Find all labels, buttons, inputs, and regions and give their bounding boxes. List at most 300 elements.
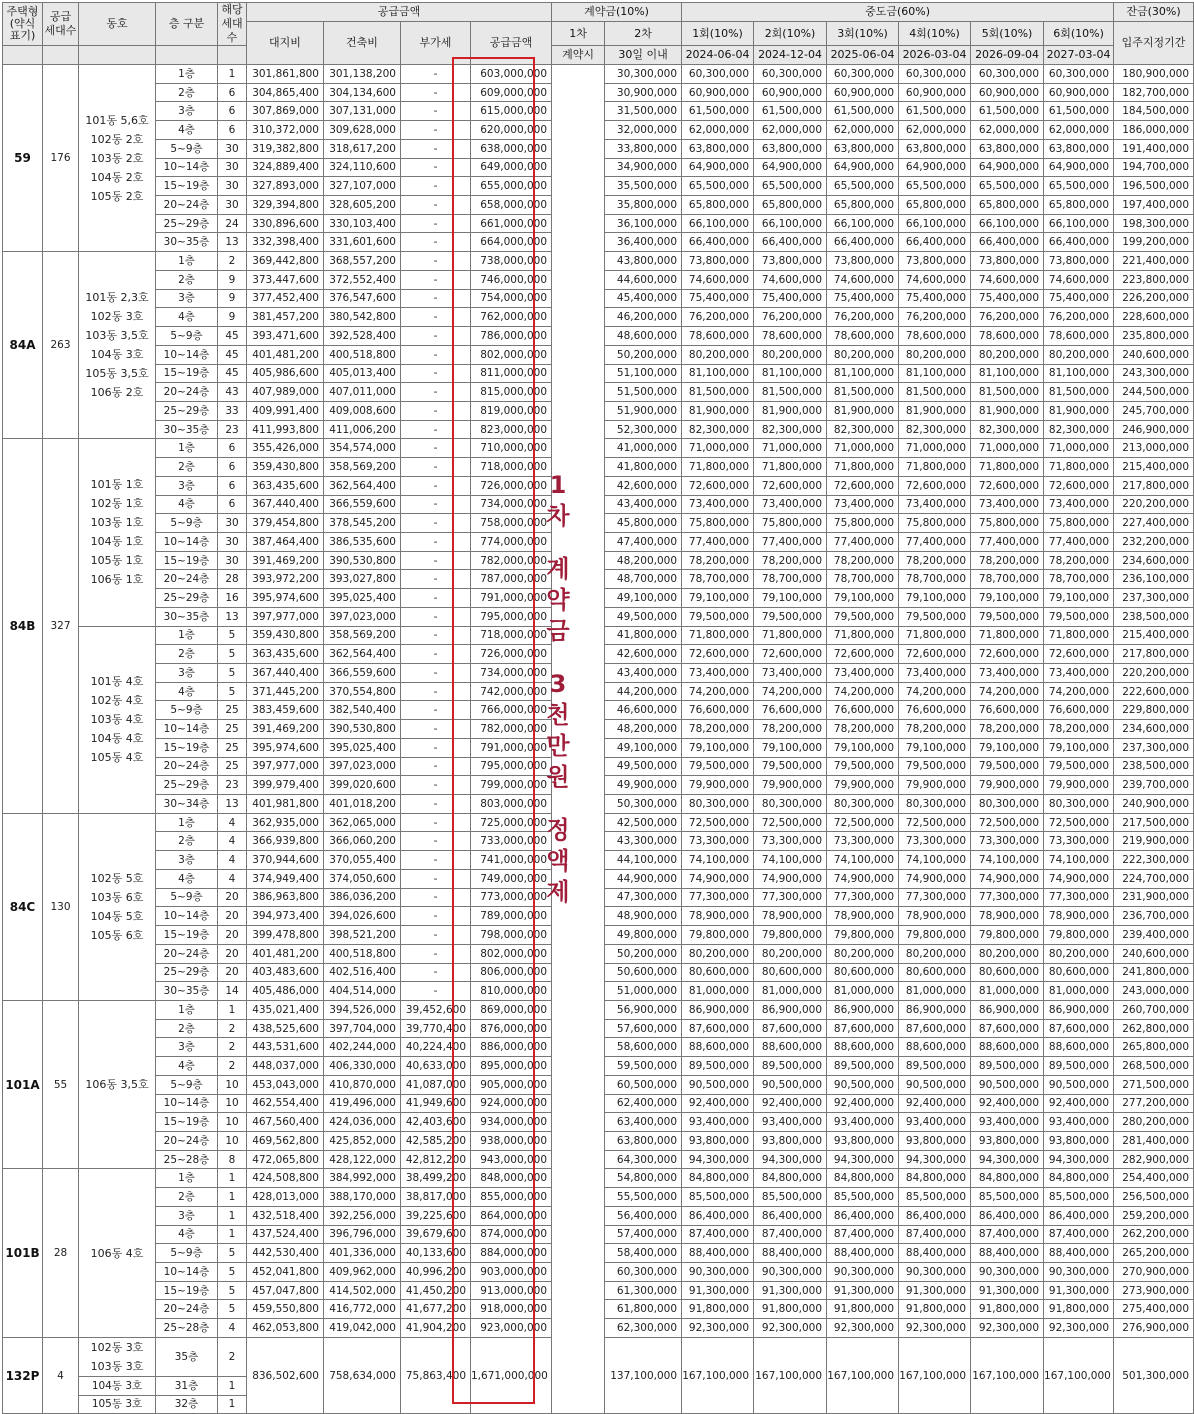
middle-payment: 75,400,000 <box>754 289 827 308</box>
middle-payment: 76,200,000 <box>754 308 827 327</box>
balance-payment: 226,200,000 <box>1114 289 1194 308</box>
middle-payment: 78,200,000 <box>1044 720 1114 739</box>
vat: - <box>401 776 471 795</box>
middle-payment: 77,400,000 <box>971 532 1044 551</box>
unit-count: 4 <box>218 832 247 851</box>
balance-payment: 221,400,000 <box>1114 252 1194 271</box>
middle-payment: 91,800,000 <box>899 1300 971 1319</box>
note-char: 원 <box>546 763 570 791</box>
unit-count: 5 <box>218 626 247 645</box>
middle-payment: 75,400,000 <box>1044 289 1114 308</box>
balance-payment: 217,800,000 <box>1114 476 1194 495</box>
vat: - <box>401 383 471 402</box>
header-m6-date: 2027-03-04 <box>1044 46 1114 65</box>
unit-count: 5 <box>218 645 247 664</box>
floor-range: 3층 <box>156 851 218 870</box>
balance-payment: 234,600,000 <box>1114 720 1194 739</box>
unit-count: 20 <box>218 907 247 926</box>
unit-count: 4 <box>218 1319 247 1338</box>
floor-range: 4층 <box>156 682 218 701</box>
middle-payment: 71,800,000 <box>827 626 899 645</box>
balance-payment: 243,000,000 <box>1114 982 1194 1001</box>
middle-payment: 92,400,000 <box>971 1094 1044 1113</box>
middle-payment: 65,500,000 <box>754 177 827 196</box>
land-price: 362,935,000 <box>247 813 324 832</box>
middle-payment: 74,900,000 <box>827 869 899 888</box>
middle-payment: 79,900,000 <box>827 776 899 795</box>
vat: 42,403,600 <box>401 1113 471 1132</box>
header-m3-date: 2025-06-04 <box>827 46 899 65</box>
middle-payment: 79,100,000 <box>682 589 754 608</box>
vat: - <box>401 757 471 776</box>
middle-payment: 71,000,000 <box>827 439 899 458</box>
building-price: 368,557,200 <box>324 252 401 271</box>
contract-second: 49,900,000 <box>605 776 682 795</box>
middle-payment: 73,400,000 <box>827 495 899 514</box>
balance-payment: 238,500,000 <box>1114 607 1194 626</box>
balance-payment: 236,700,000 <box>1114 907 1194 926</box>
middle-payment: 60,300,000 <box>899 65 971 84</box>
land-price: 329,394,800 <box>247 196 324 215</box>
balance-payment: 282,900,000 <box>1114 1150 1194 1169</box>
vat: - <box>401 270 471 289</box>
balance-payment: 220,200,000 <box>1114 664 1194 683</box>
supply-price: 782,000,000 <box>471 551 552 570</box>
unit-count: 1 <box>218 1225 247 1244</box>
household-total: 327 <box>43 439 79 813</box>
header-c1-sub: 계약시 <box>552 46 605 65</box>
middle-payment: 88,400,000 <box>754 1244 827 1263</box>
middle-payment: 74,200,000 <box>827 682 899 701</box>
balance-payment: 235,800,000 <box>1114 327 1194 346</box>
header-type: 주택형 (약식 표기) <box>3 3 43 46</box>
middle-payment: 87,600,000 <box>971 1019 1044 1038</box>
unit-count: 5 <box>218 664 247 683</box>
header-empty-2 <box>43 46 79 65</box>
middle-payment: 81,100,000 <box>754 364 827 383</box>
supply-price: 815,000,000 <box>471 383 552 402</box>
middle-payment: 60,300,000 <box>971 65 1044 84</box>
middle-payment: 79,800,000 <box>899 926 971 945</box>
floor-range: 4층 <box>156 121 218 140</box>
balance-payment: 256,500,000 <box>1114 1188 1194 1207</box>
balance-payment: 241,800,000 <box>1114 963 1194 982</box>
vat: 39,679,600 <box>401 1225 471 1244</box>
floor-range: 20~24층 <box>156 944 218 963</box>
unit-count: 1 <box>218 1000 247 1019</box>
middle-payment: 91,800,000 <box>682 1300 754 1319</box>
middle-payment: 60,900,000 <box>754 83 827 102</box>
middle-payment: 92,300,000 <box>971 1319 1044 1338</box>
balance-payment: 262,800,000 <box>1114 1019 1194 1038</box>
middle-payment: 79,900,000 <box>971 776 1044 795</box>
balance-payment: 280,200,000 <box>1114 1113 1194 1132</box>
middle-payment: 75,400,000 <box>899 289 971 308</box>
unit-type: 101A <box>3 1000 43 1168</box>
unit-count: 4 <box>218 869 247 888</box>
middle-payment: 78,900,000 <box>971 907 1044 926</box>
dong-item: 105동 1호 <box>90 554 144 568</box>
contract-second: 51,000,000 <box>605 982 682 1001</box>
vat: 39,452,600 <box>401 1000 471 1019</box>
contract-second: 46,600,000 <box>605 701 682 720</box>
middle-payment: 77,300,000 <box>827 888 899 907</box>
middle-payment: 167,100,000 <box>754 1337 827 1413</box>
unit-count: 13 <box>218 233 247 252</box>
header-supply: 공급금액 <box>471 22 552 65</box>
unit-count: 43 <box>218 383 247 402</box>
middle-payment: 92,300,000 <box>754 1319 827 1338</box>
middle-payment: 79,500,000 <box>827 757 899 776</box>
vat: - <box>401 589 471 608</box>
land-price: 366,939,800 <box>247 832 324 851</box>
middle-payment: 85,500,000 <box>1044 1188 1114 1207</box>
middle-payment: 75,800,000 <box>682 514 754 533</box>
middle-payment: 66,400,000 <box>899 233 971 252</box>
middle-payment: 64,900,000 <box>827 158 899 177</box>
land-price: 363,435,600 <box>247 645 324 664</box>
building-price: 382,540,400 <box>324 701 401 720</box>
vat: 38,817,000 <box>401 1188 471 1207</box>
floor-range: 5~9층 <box>156 1075 218 1094</box>
building-price: 386,036,200 <box>324 888 401 907</box>
vat: - <box>401 514 471 533</box>
middle-payment: 76,600,000 <box>899 701 971 720</box>
supply-price: 802,000,000 <box>471 944 552 963</box>
balance-payment: 186,000,000 <box>1114 121 1194 140</box>
middle-payment: 60,300,000 <box>682 65 754 84</box>
vat: - <box>401 738 471 757</box>
building-price: 304,134,600 <box>324 83 401 102</box>
middle-payment: 81,500,000 <box>1044 383 1114 402</box>
vat: - <box>401 102 471 121</box>
middle-payment: 65,500,000 <box>899 177 971 196</box>
middle-payment: 61,500,000 <box>754 102 827 121</box>
land-price: 469,562,800 <box>247 1131 324 1150</box>
header-c1: 1차 <box>552 22 605 46</box>
middle-payment: 63,800,000 <box>682 139 754 158</box>
household-total: 263 <box>43 252 79 439</box>
vat: - <box>401 720 471 739</box>
unit-count: 33 <box>218 401 247 420</box>
household-total: 176 <box>43 65 79 252</box>
middle-payment: 80,600,000 <box>682 963 754 982</box>
middle-payment: 72,600,000 <box>1044 645 1114 664</box>
supply-price: 725,000,000 <box>471 813 552 832</box>
contract-second: 49,100,000 <box>605 589 682 608</box>
balance-payment: 243,300,000 <box>1114 364 1194 383</box>
unit-type: 84A <box>3 252 43 439</box>
land-price: 369,442,800 <box>247 252 324 271</box>
land-price: 330,896,600 <box>247 214 324 233</box>
supply-price: 603,000,000 <box>471 65 552 84</box>
middle-payment: 66,100,000 <box>971 214 1044 233</box>
middle-payment: 88,400,000 <box>971 1244 1044 1263</box>
contract-second: 50,300,000 <box>605 795 682 814</box>
middle-payment: 62,000,000 <box>754 121 827 140</box>
vat: - <box>401 65 471 84</box>
floor-range: 30~35층 <box>156 233 218 252</box>
unit-count: 30 <box>218 158 247 177</box>
contract-second: 44,900,000 <box>605 869 682 888</box>
middle-payment: 79,100,000 <box>754 738 827 757</box>
floor-range: 15~19층 <box>156 551 218 570</box>
building-price: 402,244,000 <box>324 1038 401 1057</box>
middle-payment: 79,500,000 <box>899 757 971 776</box>
middle-payment: 72,500,000 <box>1044 813 1114 832</box>
building-price: 410,870,000 <box>324 1075 401 1094</box>
contract-second: 54,800,000 <box>605 1169 682 1188</box>
contract-second: 36,100,000 <box>605 214 682 233</box>
floor-range: 25~29층 <box>156 589 218 608</box>
middle-payment: 79,100,000 <box>899 589 971 608</box>
middle-payment: 80,600,000 <box>827 963 899 982</box>
middle-payment: 81,500,000 <box>682 383 754 402</box>
contract-second: 61,300,000 <box>605 1281 682 1300</box>
middle-payment: 86,900,000 <box>682 1000 754 1019</box>
middle-payment: 81,500,000 <box>754 383 827 402</box>
middle-payment: 88,400,000 <box>1044 1244 1114 1263</box>
floor-range: 10~14층 <box>156 532 218 551</box>
middle-payment: 64,900,000 <box>971 158 1044 177</box>
middle-payment: 91,300,000 <box>899 1281 971 1300</box>
middle-payment: 78,600,000 <box>1044 327 1114 346</box>
middle-payment: 81,000,000 <box>827 982 899 1001</box>
middle-payment: 74,200,000 <box>1044 682 1114 701</box>
middle-payment: 78,200,000 <box>754 551 827 570</box>
building-price: 392,256,000 <box>324 1206 401 1225</box>
middle-payment: 76,200,000 <box>682 308 754 327</box>
middle-payment: 72,500,000 <box>827 813 899 832</box>
dong-item: 102동 1호 <box>90 497 144 511</box>
middle-payment: 80,300,000 <box>971 795 1044 814</box>
middle-payment: 71,000,000 <box>971 439 1044 458</box>
balance-payment: 217,500,000 <box>1114 813 1194 832</box>
land-price: 472,065,800 <box>247 1150 324 1169</box>
supply-price: 799,000,000 <box>471 776 552 795</box>
header-dong: 동호 <box>79 3 156 46</box>
middle-payment: 63,800,000 <box>971 139 1044 158</box>
vat: 39,225,600 <box>401 1206 471 1225</box>
vat: 41,450,200 <box>401 1281 471 1300</box>
middle-payment: 78,200,000 <box>1044 551 1114 570</box>
middle-payment: 92,400,000 <box>682 1094 754 1113</box>
land-price: 379,454,800 <box>247 514 324 533</box>
header-m2: 2회(10%) <box>754 22 827 46</box>
land-price: 394,973,400 <box>247 907 324 926</box>
middle-payment: 76,200,000 <box>971 308 1044 327</box>
floor-range: 15~19층 <box>156 926 218 945</box>
supply-price: 749,000,000 <box>471 869 552 888</box>
header-empty-5 <box>218 46 247 65</box>
middle-payment: 74,100,000 <box>682 851 754 870</box>
middle-payment: 78,600,000 <box>971 327 1044 346</box>
vat: - <box>401 607 471 626</box>
balance-payment: 198,300,000 <box>1114 214 1194 233</box>
building-price: 416,772,000 <box>324 1300 401 1319</box>
middle-payment: 81,000,000 <box>971 982 1044 1001</box>
middle-payment: 77,400,000 <box>827 532 899 551</box>
building-price: 390,530,800 <box>324 720 401 739</box>
contract-second: 49,800,000 <box>605 926 682 945</box>
middle-payment: 90,500,000 <box>899 1075 971 1094</box>
middle-payment: 93,400,000 <box>971 1113 1044 1132</box>
unit-count: 20 <box>218 944 247 963</box>
middle-payment: 87,600,000 <box>899 1019 971 1038</box>
middle-payment: 75,400,000 <box>971 289 1044 308</box>
vat: - <box>401 963 471 982</box>
middle-payment: 94,300,000 <box>754 1150 827 1169</box>
middle-payment: 93,400,000 <box>682 1113 754 1132</box>
middle-payment: 79,500,000 <box>754 607 827 626</box>
middle-payment: 80,300,000 <box>827 795 899 814</box>
supply-price: 774,000,000 <box>471 532 552 551</box>
land-price: 457,047,800 <box>247 1281 324 1300</box>
middle-payment: 87,400,000 <box>754 1225 827 1244</box>
dong-item: 103동 6호 <box>90 890 144 904</box>
middle-payment: 86,400,000 <box>754 1206 827 1225</box>
unit-count: 25 <box>218 720 247 739</box>
unit-count: 10 <box>218 1113 247 1132</box>
header-c2-sub: 30일 이내 <box>605 46 682 65</box>
unit-count: 13 <box>218 607 247 626</box>
land-price: 381,457,200 <box>247 308 324 327</box>
header-m5-date: 2026-09-04 <box>971 46 1044 65</box>
middle-payment: 91,800,000 <box>754 1300 827 1319</box>
header-households: 공급 세대수 <box>43 3 79 46</box>
middle-payment: 86,400,000 <box>827 1206 899 1225</box>
middle-payment: 73,300,000 <box>1044 832 1114 851</box>
middle-payment: 78,900,000 <box>1044 907 1114 926</box>
building-price: 758,634,000 <box>324 1337 401 1413</box>
balance-payment: 244,500,000 <box>1114 383 1194 402</box>
supply-price: 786,000,000 <box>471 327 552 346</box>
middle-payment: 74,100,000 <box>971 851 1044 870</box>
middle-payment: 63,800,000 <box>754 139 827 158</box>
land-price: 395,974,600 <box>247 589 324 608</box>
unit-type: 59 <box>3 65 43 252</box>
unit-count: 13 <box>218 795 247 814</box>
middle-payment: 79,100,000 <box>971 738 1044 757</box>
supply-price: 864,000,000 <box>471 1206 552 1225</box>
middle-payment: 66,100,000 <box>899 214 971 233</box>
vat: - <box>401 926 471 945</box>
building-price: 428,122,000 <box>324 1150 401 1169</box>
land-price: 386,963,800 <box>247 888 324 907</box>
middle-payment: 74,200,000 <box>754 682 827 701</box>
balance-payment: 237,300,000 <box>1114 738 1194 757</box>
middle-payment: 73,300,000 <box>682 832 754 851</box>
middle-payment: 90,500,000 <box>1044 1075 1114 1094</box>
contract-second: 58,400,000 <box>605 1244 682 1263</box>
table-row <box>3 65 1194 84</box>
land-price: 453,043,000 <box>247 1075 324 1094</box>
floor-range: 4층 <box>156 1225 218 1244</box>
middle-payment: 87,600,000 <box>1044 1019 1114 1038</box>
middle-payment: 76,600,000 <box>1044 701 1114 720</box>
middle-payment: 79,100,000 <box>1044 589 1114 608</box>
vat: - <box>401 196 471 215</box>
balance-payment: 268,500,000 <box>1114 1057 1194 1076</box>
middle-payment: 79,100,000 <box>827 738 899 757</box>
middle-payment: 80,200,000 <box>1044 944 1114 963</box>
vat: - <box>401 570 471 589</box>
middle-payment: 88,600,000 <box>754 1038 827 1057</box>
land-price: 443,531,600 <box>247 1038 324 1057</box>
middle-payment: 78,200,000 <box>899 720 971 739</box>
middle-payment: 78,200,000 <box>754 720 827 739</box>
supply-price: 742,000,000 <box>471 682 552 701</box>
dong-item: 104동 3호 <box>90 348 144 362</box>
building-price: 400,518,800 <box>324 944 401 963</box>
contract-second: 48,900,000 <box>605 907 682 926</box>
contract-second: 44,100,000 <box>605 851 682 870</box>
middle-payment: 85,500,000 <box>827 1188 899 1207</box>
middle-payment: 80,300,000 <box>754 795 827 814</box>
contract-second: 30,900,000 <box>605 83 682 102</box>
contract-second: 50,200,000 <box>605 345 682 364</box>
contract-second: 50,600,000 <box>605 963 682 982</box>
middle-payment: 65,800,000 <box>1044 196 1114 215</box>
middle-payment: 88,400,000 <box>682 1244 754 1263</box>
land-price: 307,869,000 <box>247 102 324 121</box>
contract-second: 43,300,000 <box>605 832 682 851</box>
middle-payment: 85,500,000 <box>899 1188 971 1207</box>
middle-payment: 72,500,000 <box>971 813 1044 832</box>
unit-count: 30 <box>218 514 247 533</box>
building-price: 395,025,400 <box>324 738 401 757</box>
header-m4-date: 2026-03-04 <box>899 46 971 65</box>
middle-payment: 86,900,000 <box>899 1000 971 1019</box>
middle-payment: 94,300,000 <box>682 1150 754 1169</box>
middle-payment: 75,800,000 <box>827 514 899 533</box>
middle-payment: 65,500,000 <box>827 177 899 196</box>
middle-payment: 79,800,000 <box>1044 926 1114 945</box>
middle-payment: 78,700,000 <box>827 570 899 589</box>
unit-count: 16 <box>218 589 247 608</box>
middle-payment: 71,800,000 <box>754 458 827 477</box>
middle-payment: 62,000,000 <box>827 121 899 140</box>
unit-count: 8 <box>218 1150 247 1169</box>
middle-payment: 88,600,000 <box>899 1038 971 1057</box>
middle-payment: 78,200,000 <box>682 551 754 570</box>
middle-payment: 81,900,000 <box>1044 401 1114 420</box>
land-price: 411,993,800 <box>247 420 324 439</box>
floor-range: 30~35층 <box>156 982 218 1001</box>
dong-list <box>79 1000 156 1168</box>
middle-payment: 92,300,000 <box>827 1319 899 1338</box>
vat: - <box>401 645 471 664</box>
dong-item: 103동 2호 <box>90 151 144 165</box>
middle-payment: 61,500,000 <box>899 102 971 121</box>
supply-price: 903,000,000 <box>471 1263 552 1282</box>
building-price: 328,605,200 <box>324 196 401 215</box>
balance-payment: 228,600,000 <box>1114 308 1194 327</box>
supply-price: 811,000,000 <box>471 364 552 383</box>
middle-payment: 90,300,000 <box>971 1263 1044 1282</box>
supply-price: 884,000,000 <box>471 1244 552 1263</box>
middle-payment: 74,900,000 <box>1044 869 1114 888</box>
note-char: 차 <box>546 502 570 530</box>
vat: - <box>401 83 471 102</box>
unit-count: 5 <box>218 682 247 701</box>
middle-payment: 63,800,000 <box>827 139 899 158</box>
supply-price: 876,000,000 <box>471 1019 552 1038</box>
supply-price: 923,000,000 <box>471 1319 552 1338</box>
middle-payment: 61,500,000 <box>1044 102 1114 121</box>
middle-payment: 74,100,000 <box>899 851 971 870</box>
supply-price: 791,000,000 <box>471 589 552 608</box>
